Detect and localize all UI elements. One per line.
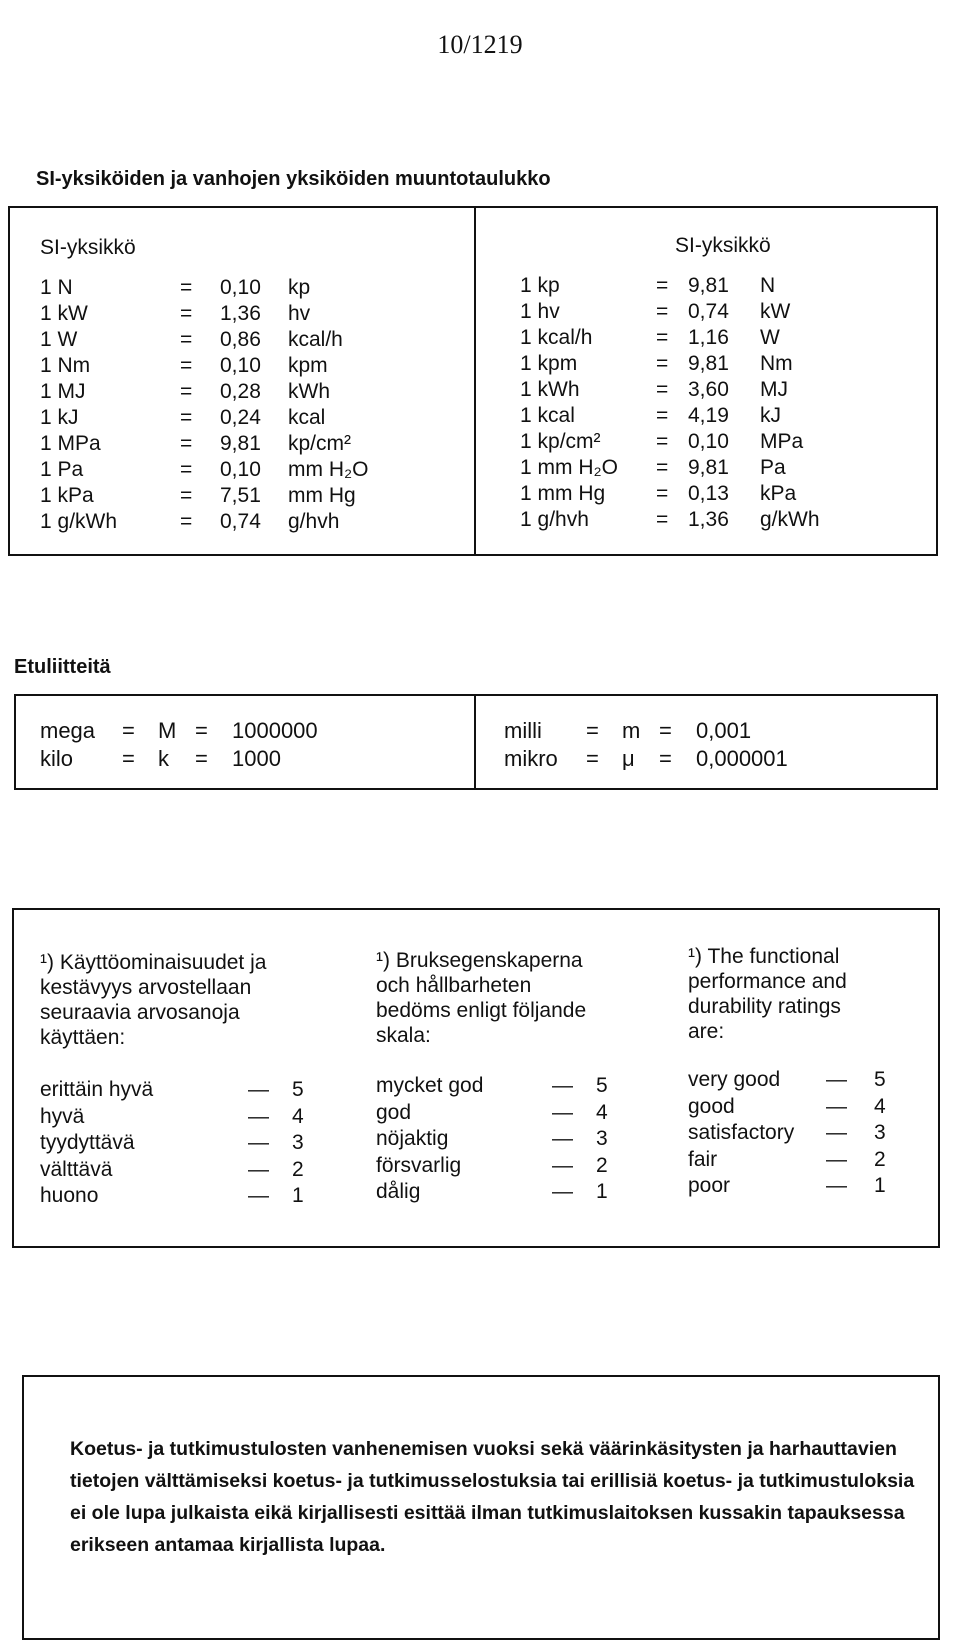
target-unit: kWh	[288, 380, 330, 403]
unit-label: 1 kW	[40, 302, 88, 325]
target-unit: mm Hg	[288, 484, 356, 507]
rating-score: 3	[292, 1131, 304, 1154]
rating-row	[688, 1095, 928, 1121]
conversion-row	[520, 430, 920, 456]
target-unit: kp/cm²	[288, 432, 351, 455]
rating-score: 5	[292, 1078, 304, 1101]
target-unit: Pa	[760, 456, 786, 479]
equals-sign: =	[180, 354, 193, 377]
target-unit: g/hvh	[288, 510, 340, 533]
rating-score: 4	[292, 1104, 304, 1128]
unit-label: 1 hv	[520, 300, 560, 323]
prefix-symbol: μ	[622, 746, 635, 771]
rating-label: försvarlig	[376, 1153, 462, 1177]
prefix-name: milli	[504, 718, 542, 743]
conversion-row	[520, 456, 920, 482]
unit-label: 1 g/kWh	[40, 510, 118, 533]
rating-row	[688, 1121, 928, 1147]
rating-dash: —	[826, 1068, 847, 1091]
equals-sign: =	[656, 300, 669, 323]
unit-label: 1 kcal/h	[520, 326, 593, 349]
target-unit: hv	[288, 302, 311, 325]
value: 1,16	[688, 326, 729, 349]
equals-sign: =	[195, 746, 208, 771]
unit-label: 1 kp	[520, 274, 560, 297]
prefix-symbol: k	[158, 746, 169, 771]
unit-label: 1 MPa	[40, 432, 101, 455]
conversion-row	[40, 510, 440, 536]
rating-row	[688, 1174, 928, 1200]
rating-scale-heading: ¹) Bruksegenskaperna och hållbarheten bedöms enligt följande skala:	[376, 949, 587, 1047]
unit-label: 1 kPa	[40, 484, 94, 507]
target-unit: N	[760, 274, 776, 297]
value: 9,81	[688, 352, 729, 375]
value: 0,10	[688, 430, 729, 453]
rating-score: 3	[874, 1121, 886, 1144]
rating-dash: —	[826, 1121, 847, 1144]
equals-sign: =	[180, 328, 193, 351]
rating-dash: —	[826, 1094, 847, 1118]
rating-score: 5	[874, 1068, 886, 1091]
rating-row	[688, 1148, 928, 1174]
prefix-symbol: m	[622, 718, 641, 743]
unit-label: 1 kp/cm²	[520, 430, 601, 453]
rating-label: fair	[688, 1147, 718, 1171]
prefixes-title: Etuliitteitä	[14, 656, 111, 678]
rating-score: 2	[596, 1153, 608, 1177]
target-unit: g/kWh	[760, 508, 820, 531]
rating-dash: —	[552, 1074, 573, 1097]
rating-score: 3	[596, 1127, 608, 1150]
equals-sign: =	[656, 326, 669, 349]
prefix-row	[504, 746, 904, 774]
target-unit: kpm	[288, 354, 328, 377]
target-unit: kPa	[760, 482, 797, 505]
unit-label: 1 Pa	[40, 458, 84, 481]
equals-sign: =	[656, 378, 669, 401]
equals-sign: =	[586, 746, 599, 771]
rating-scale-heading: ¹) Käyttöominaisuudet ja kestävyys arvostellaan seuraavia arvosanoja käyttäen:	[40, 951, 267, 1049]
equals-sign: =	[122, 718, 135, 743]
target-unit: Nm	[760, 352, 793, 375]
rating-score: 4	[596, 1100, 608, 1124]
conversion-row	[40, 302, 440, 328]
unit-label: 1 g/hvh	[520, 508, 589, 531]
rating-dash: —	[552, 1100, 573, 1124]
equals-sign: =	[656, 456, 669, 479]
rating-score: 5	[596, 1074, 608, 1097]
prefix-row	[40, 746, 440, 774]
rating-label: very good	[688, 1068, 781, 1091]
unit-label: 1 mm Hg	[520, 482, 606, 505]
target-unit: W	[760, 326, 780, 349]
value: 0,10	[220, 276, 261, 299]
value: 0,74	[688, 300, 729, 323]
rating-row	[40, 1131, 304, 1157]
value: 0,24	[220, 406, 261, 429]
unit-label: 1 kpm	[520, 352, 578, 375]
value: 0,74	[220, 510, 261, 533]
rating-dash: —	[248, 1184, 269, 1207]
value: 0,13	[688, 482, 729, 505]
rating-dash: —	[248, 1104, 269, 1128]
equals-sign: =	[656, 482, 669, 505]
rating-row	[40, 1157, 304, 1184]
conversion-row	[40, 328, 440, 354]
prefix-value: 0,000001	[696, 746, 788, 771]
rating-label: dålig	[376, 1180, 421, 1203]
target-unit: MPa	[760, 430, 804, 453]
value: 1,36	[220, 302, 261, 325]
conversion-table-title: SI-yksiköiden ja vanhojen yksiköiden muuntotaulukko	[36, 168, 551, 190]
target-unit: MJ	[760, 378, 788, 401]
conversion-row	[520, 300, 920, 326]
equals-sign: =	[180, 406, 193, 429]
equals-sign: =	[180, 510, 193, 533]
conversion-row	[40, 276, 440, 302]
rating-dash: —	[826, 1147, 847, 1171]
unit-label: 1 kcal	[520, 404, 575, 427]
rating-score: 1	[874, 1174, 886, 1197]
left-column-heading: SI-yksikkö	[40, 236, 136, 259]
unit-label: 1 MJ	[40, 380, 86, 403]
rating-dash: —	[248, 1131, 269, 1154]
prefix-symbol: M	[158, 718, 177, 743]
rating-score: 4	[874, 1094, 886, 1118]
rating-row	[40, 1104, 304, 1131]
equals-sign: =	[659, 718, 672, 743]
equals-sign: =	[180, 432, 193, 455]
unit-label: 1 kWh	[520, 378, 580, 401]
unit-label: 1 Nm	[40, 354, 91, 377]
rating-label: tyydyttävä	[40, 1131, 135, 1154]
equals-sign: =	[122, 746, 135, 771]
value: 0,28	[220, 380, 261, 403]
rating-label: mycket god	[376, 1074, 484, 1097]
prefix-row	[40, 718, 440, 746]
target-unit: kp	[288, 276, 311, 299]
conversion-table-divider	[474, 206, 476, 556]
target-unit: kcal	[288, 406, 326, 429]
rating-row	[376, 1180, 616, 1206]
conversion-row	[520, 482, 920, 508]
value: 1,36	[688, 508, 729, 531]
conversion-row	[520, 274, 920, 300]
rating-row	[376, 1101, 616, 1127]
conversion-row	[520, 508, 920, 534]
equals-sign: =	[195, 718, 208, 743]
value: 0,10	[220, 458, 261, 481]
value: 7,51	[220, 484, 261, 507]
rating-score: 2	[874, 1147, 886, 1171]
rating-label: nöjaktig	[376, 1127, 449, 1150]
rating-score: 1	[292, 1184, 304, 1207]
prefixes-table-divider	[474, 694, 476, 790]
rating-dash: —	[826, 1174, 847, 1197]
target-unit: kcal/h	[288, 328, 343, 351]
value: 9,81	[688, 274, 729, 297]
equals-sign: =	[180, 380, 193, 403]
rating-label: poor	[688, 1174, 731, 1197]
equals-sign: =	[656, 352, 669, 375]
right-column-heading: SI-yksikkö	[675, 234, 771, 257]
rating-dash: —	[552, 1153, 573, 1177]
conversion-row	[520, 404, 920, 430]
equals-sign: =	[180, 484, 193, 507]
conversion-row	[40, 406, 440, 432]
target-unit: kJ	[760, 404, 781, 427]
rating-label: good	[688, 1094, 735, 1118]
prefix-value: 1000000	[232, 718, 318, 743]
rating-scale-heading: ¹) The functional performance and durability ratings are:	[688, 945, 847, 1043]
rating-label: välttävä	[40, 1157, 113, 1181]
rating-row	[40, 1184, 304, 1210]
rating-label: god	[376, 1100, 412, 1124]
conversion-row	[520, 378, 920, 404]
rating-score: 2	[292, 1157, 304, 1181]
target-unit: kW	[760, 300, 791, 323]
rating-label: erittäin hyvä	[40, 1078, 154, 1101]
value: 9,81	[688, 456, 729, 479]
rating-dash: —	[248, 1157, 269, 1181]
rating-row	[376, 1074, 616, 1100]
notice-text: Koetus- ja tutkimustulosten vanhenemisen vuoksi sekä väärinkäsitysten ja harhauttavien tietojen välttämiseksi koetus- ja tutkimusselostuksia tai erillisiä koetus- ja tutkimustuloksia ei ole lupa julkaista eikä kirjallisesti esittää ilman tutkimuslaitoksen kussakin tapauksessa erikseen antamaa kirjallista lupaa.	[70, 1438, 915, 1556]
equals-sign: =	[656, 274, 669, 297]
equals-sign: =	[180, 276, 193, 299]
prefix-name: kilo	[40, 746, 74, 771]
equals-sign: =	[659, 746, 672, 771]
equals-sign: =	[656, 508, 669, 531]
page-number: 10/1219	[437, 30, 523, 59]
conversion-row	[40, 432, 440, 458]
prefix-value: 0,001	[696, 718, 752, 743]
equals-sign: =	[656, 430, 669, 453]
rating-score: 1	[596, 1180, 608, 1203]
conversion-row	[40, 354, 440, 380]
equals-sign: =	[180, 458, 193, 481]
target-unit: mm H₂O	[288, 458, 369, 481]
equals-sign: =	[656, 404, 669, 427]
equals-sign: =	[180, 302, 193, 325]
value: 3,60	[688, 378, 729, 401]
unit-label: 1 kJ	[40, 406, 79, 429]
rating-label: huono	[40, 1184, 99, 1207]
conversion-row	[40, 380, 440, 406]
rating-dash: —	[552, 1127, 573, 1150]
rating-dash: —	[552, 1180, 573, 1203]
value: 4,19	[688, 404, 729, 427]
unit-label: 1 N	[40, 276, 73, 299]
prefix-row	[504, 718, 904, 746]
rating-label: satisfactory	[688, 1121, 795, 1144]
rating-row	[40, 1078, 304, 1104]
value: 0,86	[220, 328, 261, 351]
rating-dash: —	[248, 1078, 269, 1101]
conversion-row	[40, 484, 440, 510]
prefix-name: mikro	[504, 746, 558, 771]
rating-row	[376, 1154, 616, 1180]
rating-row	[376, 1127, 616, 1153]
value: 0,10	[220, 354, 261, 377]
prefix-name: mega	[40, 718, 96, 743]
conversion-row	[520, 326, 920, 352]
conversion-row	[520, 352, 920, 378]
unit-label: 1 mm H₂O	[520, 456, 618, 479]
equals-sign: =	[586, 718, 599, 743]
value: 9,81	[220, 432, 261, 455]
prefix-value: 1000	[232, 746, 281, 771]
rating-row	[688, 1068, 928, 1094]
unit-label: 1 W	[40, 328, 78, 351]
rating-label: hyvä	[40, 1104, 85, 1128]
conversion-row	[40, 458, 440, 484]
